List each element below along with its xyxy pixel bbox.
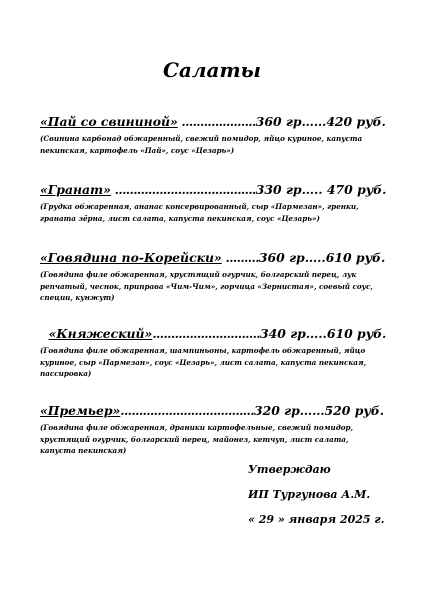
menu-item bbox=[40, 326, 386, 380]
menu-item-dots: ......... bbox=[221, 250, 259, 265]
menu-item-separator: ….. bbox=[304, 250, 326, 265]
approval-label: Утверждаю bbox=[248, 463, 331, 476]
menu-item-dots: .................................... bbox=[120, 403, 254, 418]
menu-item-name: «Премьер» bbox=[40, 403, 121, 418]
menu-item-header bbox=[40, 326, 386, 341]
menu-item-header bbox=[40, 182, 386, 197]
menu-item-price: 470 руб. bbox=[326, 182, 387, 197]
menu-item-indent bbox=[40, 326, 49, 341]
menu-item-description: (Говядина филе обжаренная, драники картофельные, свежий помидор, хрустящий огурчик, болгарский перец, майонез, кетчуп, лист салата, капуста пекинская) bbox=[40, 423, 354, 455]
menu-item-name: «Пай со свининой» bbox=[40, 114, 178, 129]
menu-item-separator: ….. bbox=[301, 182, 327, 197]
menu-item-dots: ............................. bbox=[152, 326, 261, 341]
menu-item-weight: 340 гр bbox=[260, 326, 306, 341]
menu-item-header bbox=[40, 114, 386, 129]
menu-item-price: 420 руб. bbox=[326, 114, 386, 129]
approver-name: ИП Тургунова А.М. bbox=[248, 488, 371, 501]
menu-item-separator: …… bbox=[301, 114, 327, 129]
menu-item-header bbox=[40, 250, 386, 265]
menu-item bbox=[40, 114, 386, 156]
menu-item-weight: 360 гр bbox=[258, 250, 305, 265]
menu-item-description: (Говядина филе обжаренная, шампиньоны, картофель обжаренный, яйцо куриное, сыр «Пармезан», соус «Цезарь», лист салата, капуста пекинская, пассировка) bbox=[40, 346, 367, 378]
menu-item-description: (Грудка обжаренная, ананас консервированный, сыр «Пармезан», гренки, граната зёрна, лист салата, капуста пекинская, соус «Цезарь») bbox=[40, 202, 359, 223]
menu-item-price: 520 руб. bbox=[324, 403, 385, 418]
menu-item-separator: …… bbox=[299, 403, 325, 418]
approval-date: « 29 » января 2025 г. bbox=[248, 513, 385, 526]
menu-item bbox=[40, 403, 386, 457]
menu-item-price: 610 руб. bbox=[326, 326, 387, 341]
menu-item-description: (Говядина филе обжаренная, хрустящий огурчик, болгарский перец, лук репчатый, чеснок, приправа «Чим-Чим», горчица «Зернистая», соевый соус, специи, кунжут) bbox=[40, 270, 373, 302]
menu-item-name: «Гранат» bbox=[40, 182, 111, 197]
menu-item-name: «Княжеский» bbox=[48, 326, 153, 341]
menu-item bbox=[40, 182, 386, 224]
menu-item-weight: 320 гр bbox=[253, 403, 300, 418]
menu-item-name: «Говядина по-Корейски» bbox=[40, 250, 222, 265]
menu-item-header bbox=[40, 403, 386, 418]
menu-item-price: 610 руб. bbox=[325, 250, 386, 265]
menu-item-dots: .................... bbox=[177, 114, 256, 129]
menu-item-separator: ….. bbox=[305, 326, 327, 341]
menu-item-description: (Свинина карбонад обжаренный, свежий помидор, яйцо куриное, капуста пекинская, картофель «Пай», соус «Цезарь») bbox=[40, 134, 363, 155]
menu-item bbox=[40, 250, 386, 304]
page-title: Салаты bbox=[163, 58, 261, 82]
menu-item-weight: 330 гр bbox=[255, 182, 302, 197]
menu-item-dots: ...................................... bbox=[110, 182, 256, 197]
menu-item-weight: 360 гр bbox=[255, 114, 302, 129]
